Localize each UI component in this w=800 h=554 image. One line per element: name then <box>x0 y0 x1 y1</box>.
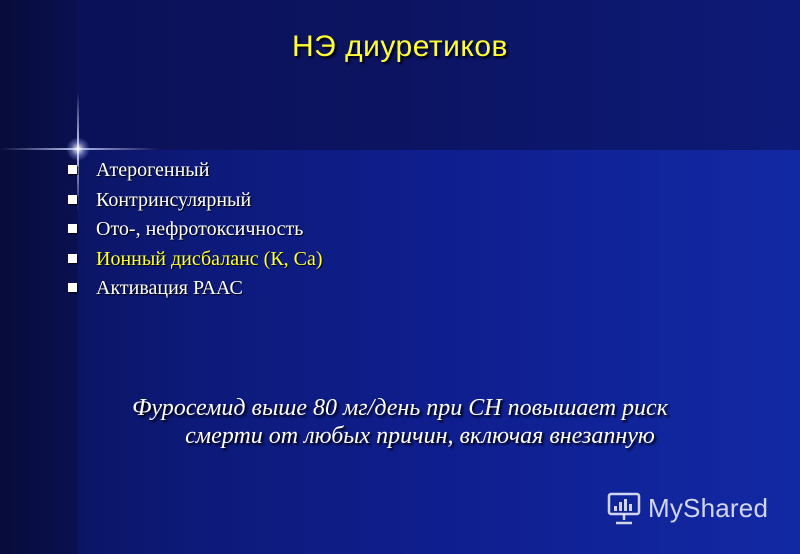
square-bullet-icon <box>68 165 77 174</box>
bullet-item-ion-imbalance <box>68 245 323 275</box>
bullet-text: Атерогенный <box>96 159 210 181</box>
square-bullet-icon <box>68 195 77 204</box>
bullet-text: Ото-, нефротоксичность <box>96 218 304 240</box>
footnote-line-2: смерти от любых причин, включая внезапную <box>185 423 655 449</box>
slide-title: НЭ диуретиков <box>292 30 508 63</box>
slide-header-band <box>0 0 800 150</box>
footnote-line-1: Фуросемид выше 80 мг/день при СН повышает риск <box>132 395 668 421</box>
square-bullet-icon <box>68 224 77 233</box>
bullet-text: Контринсулярный <box>96 188 252 211</box>
bullet-text: Активация РААС <box>96 277 243 299</box>
square-bullet-icon <box>68 254 77 263</box>
square-bullet-icon <box>68 283 77 292</box>
bullet-item-atherogenic <box>68 156 323 186</box>
watermark-text: MyShared <box>648 492 769 523</box>
slide-left-band <box>0 0 78 554</box>
presentation-board-icon <box>606 491 642 525</box>
footnote <box>60 394 740 450</box>
bullet-item-raas <box>68 274 323 304</box>
bullet-item-contrainsular <box>68 186 323 216</box>
bullet-text: Ионный дисбаланс (К, Са) <box>96 247 323 270</box>
bullet-item-toxicity <box>68 215 323 245</box>
bullet-list <box>68 156 323 304</box>
watermark-logo[interactable] <box>606 490 768 526</box>
